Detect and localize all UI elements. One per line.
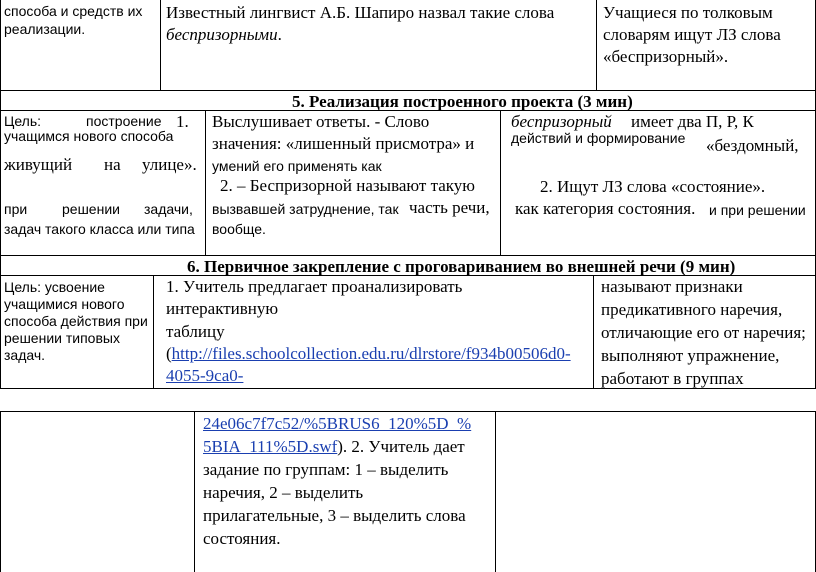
- word-living: живущий: [4, 155, 73, 174]
- page2-line6: состояния.: [203, 529, 281, 548]
- word-solving: решении: [62, 201, 120, 217]
- row6-col1-line3: способа действия при: [4, 313, 148, 329]
- goal-label: Цель:: [4, 113, 42, 129]
- page2-line3: задание по группам: 1 – выделить: [203, 460, 449, 479]
- row6-col1-line2: учащимися нового: [4, 296, 125, 312]
- row5-col3-line2b: «бездомный,: [706, 136, 799, 155]
- row5-col1-line2: учащимся нового способа: [4, 128, 174, 144]
- italic-term: беспризорными: [166, 25, 278, 44]
- table-border: [0, 411, 816, 412]
- row6-col1-line5: задач.: [4, 347, 46, 363]
- row6-col1-line4: решении типовых: [4, 330, 120, 346]
- page2-line1: [203, 414, 471, 434]
- row5-col2-line4: 2. – Беспризорной называют такую: [220, 176, 475, 195]
- row6-col3-line5: работают в группах: [601, 369, 744, 388]
- row5-col2-line5b: часть речи,: [409, 198, 490, 217]
- row5-col3-line1-rest: имеет два П, Р, К: [631, 112, 754, 131]
- section6-title: 6. Первичное закрепление с проговариванием во внешней речи (9 мин): [187, 257, 736, 276]
- row1-col3-line3: «беспризорный».: [603, 47, 729, 66]
- word-task: задачи,: [144, 201, 193, 217]
- table-border: [160, 0, 161, 90]
- word-on: на: [104, 155, 121, 174]
- resource-link-continued[interactable]: 4055-9ca0-: [166, 366, 244, 385]
- row6-col2-line1: 1. Учитель предлагает проанализировать: [166, 277, 463, 296]
- row5-col2-line5a: вызвавшей затруднение, так: [212, 201, 399, 217]
- row1-col3-line1: Учащиеся по толковым: [603, 3, 773, 22]
- page2-line4: наречия, 2 – выделить: [203, 483, 364, 502]
- construction-word: построение: [86, 113, 162, 129]
- table-border: [0, 411, 1, 572]
- table-border: [495, 411, 496, 572]
- row6-col3-line1: называют признаки: [601, 277, 743, 296]
- table-border: [0, 90, 816, 91]
- table-border: [596, 0, 597, 90]
- row5-col2-line6: вообще.: [212, 221, 266, 237]
- period: .: [277, 25, 282, 44]
- row1-col2-line1: Известный лингвист А.Б. Шапиро назвал такие слова: [166, 3, 555, 22]
- row6-col2-line2: интерактивную: [166, 299, 279, 318]
- row6-col2-line5: [166, 366, 243, 386]
- page2-line5: прилагательные, 3 – выделить слова: [203, 506, 466, 525]
- row6-col2-line4: [166, 344, 571, 364]
- table-border: [500, 110, 501, 255]
- word-at: при: [4, 201, 28, 217]
- table-border: [153, 275, 154, 388]
- page2-line2: [203, 437, 465, 457]
- table-border: [593, 275, 594, 388]
- resource-link-continued[interactable]: 24e06c7f7c52/%5BRUS6_120%5D_%: [203, 414, 472, 433]
- row1-col1-line2: реализации.: [4, 21, 86, 37]
- row6-col1-line1: Цель: усвоение: [4, 279, 105, 295]
- row1-col2-line2: [166, 25, 282, 45]
- row5-col1-line5: задач такого класса или типа: [4, 221, 195, 237]
- table-border: [205, 110, 206, 255]
- italic-word-homeless: беспризорный: [511, 112, 612, 131]
- row5-col2-line1: Выслушивает ответы. - Слово: [212, 112, 430, 131]
- word-street: улице».: [142, 155, 197, 174]
- row5-col3-line4b: и при решении: [709, 202, 806, 218]
- row5-col3-line2: действий и формирование: [511, 130, 686, 146]
- row6-col2-line3: таблицу: [166, 322, 225, 341]
- resource-link-end[interactable]: 5BIA_111%5D.swf: [203, 437, 338, 456]
- row5-col3-line3: 2. Ищут ЛЗ слова «состояние».: [540, 177, 766, 196]
- row6-col3-line4: выполняют упражнение,: [601, 346, 780, 365]
- step-number: 1.: [176, 112, 189, 131]
- row5-col2-line3: умений его применять как: [212, 158, 382, 174]
- row6-col3-line2: предикативного наречия,: [601, 300, 783, 319]
- page2-line2-tail: ). 2. Учитель дает: [337, 437, 465, 456]
- row5-col2-line2: значения: «лишенный присмотра» и: [212, 134, 475, 153]
- resource-link[interactable]: http://files.schoolcollection.edu.ru/dlrstore/f934b00506d0-: [171, 344, 571, 363]
- section5-title: 5. Реализация построенного проекта (3 мин): [292, 92, 633, 111]
- open-paren: (: [166, 344, 172, 363]
- row5-col3-line4a: как категория состояния.: [515, 199, 696, 218]
- table-border: [0, 0, 1, 388]
- row6-col3-line3: отличающие его от наречия;: [601, 323, 806, 342]
- table-border: [0, 255, 816, 256]
- row1-col1-line1: способа и средств их: [4, 3, 143, 19]
- table-border: [194, 411, 195, 572]
- row1-col3-line2: словарям ищут ЛЗ слова: [603, 25, 781, 44]
